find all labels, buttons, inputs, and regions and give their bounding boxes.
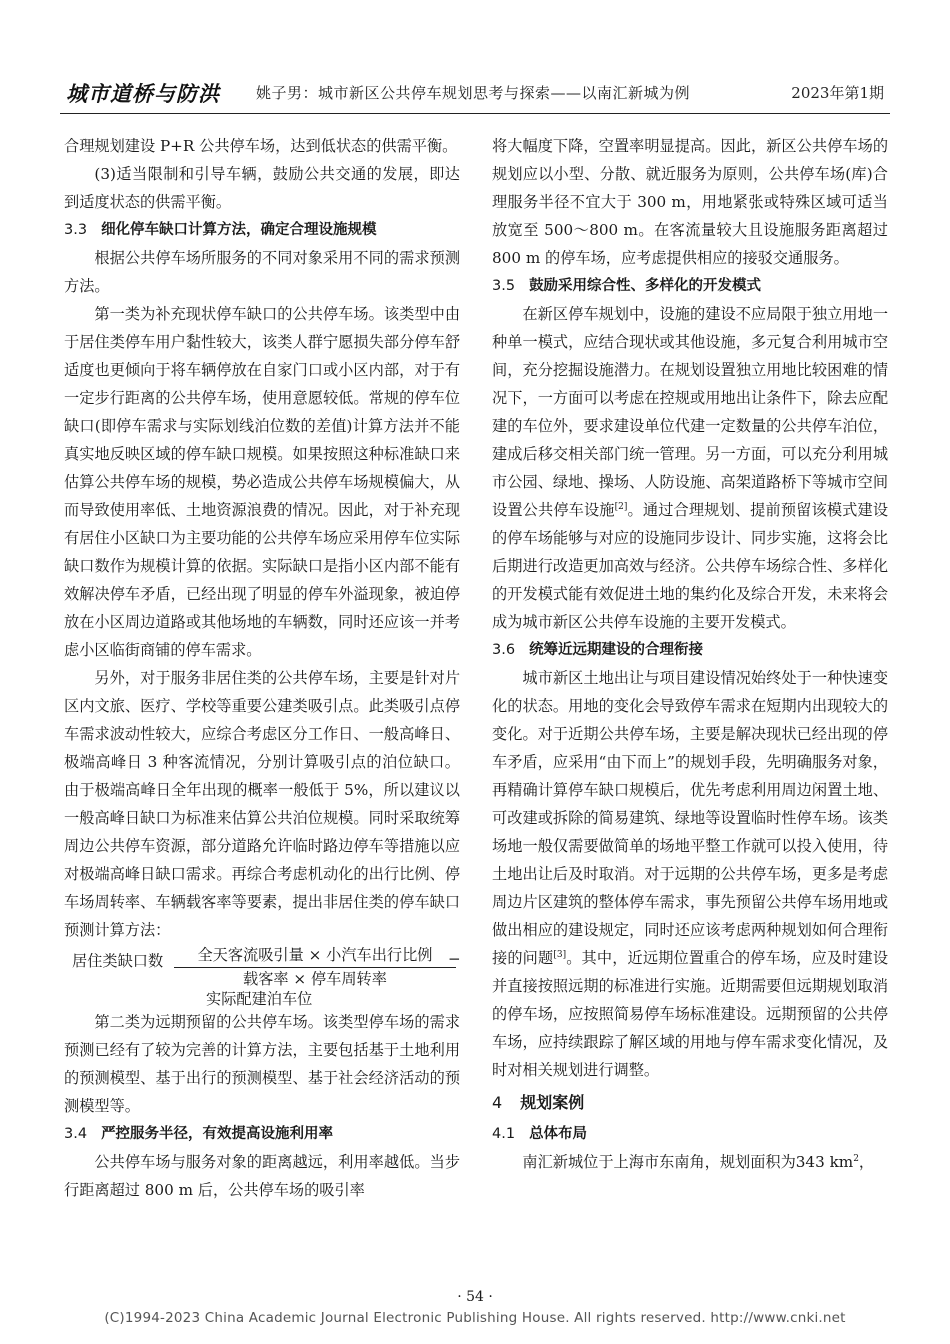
paragraph: (3)适当限制和引导车辆，鼓励公共交通的发展，即达到适度状态的供需平衡。 bbox=[64, 165, 460, 211]
left-column bbox=[64, 132, 460, 1204]
text-run: ， bbox=[858, 1153, 875, 1171]
text-run: 南汇新城位于上海市东南角，规划面积为343 km bbox=[522, 1153, 854, 1171]
section-title: 鼓励采用综合性、多样化的开发模式 bbox=[529, 278, 762, 294]
section-number: 3.5 bbox=[492, 278, 516, 294]
section-heading-4 bbox=[492, 1088, 888, 1118]
section-title: 规划案例 bbox=[520, 1093, 585, 1112]
page-header bbox=[60, 78, 890, 108]
paragraph bbox=[492, 1148, 888, 1176]
journal-logo: 城市道桥与防洪 bbox=[66, 81, 220, 106]
formula-lhs: 居住类缺口数 bbox=[72, 952, 164, 970]
section-number: 4.1 bbox=[492, 1126, 516, 1142]
right-column bbox=[492, 132, 888, 1176]
formula-fraction bbox=[174, 944, 456, 990]
copyright-footer: (C)1994-2023 China Academic Journal Electronic Publishing House. All rights reserved. http://www.cnki.net bbox=[104, 1310, 846, 1326]
paragraph: 将大幅度下降，空置率明显提高。因此，新区公共停车场的规划应以小型、分散、就近服务为原则，公共停车场(库)合理服务半径不宜大于 300 m，用地紧张或特殊区域可适当放宽至 500～800 m。在客流量较大且设施服务距离超过 800 m 的停车场，应考虑提供相应的接驳交通服务。 bbox=[492, 137, 888, 267]
superscript: 2 bbox=[853, 1153, 859, 1164]
section-title: 统筹近远期建设的合理衔接 bbox=[529, 642, 704, 658]
section-number: 4 bbox=[492, 1093, 503, 1112]
section-number: 3.3 bbox=[64, 222, 88, 238]
section-number: 3.6 bbox=[492, 642, 516, 658]
formula-subtrahend: 实际配建泊车位 bbox=[206, 990, 313, 1008]
formula-denominator: 载客率 × 停车周转率 bbox=[243, 970, 387, 988]
section-heading-4-1 bbox=[492, 1120, 888, 1148]
section-title: 严控服务半径，有效提高设施利用率 bbox=[101, 1126, 334, 1142]
paragraph: 公共停车场与服务对象的距离越远，利用率越低。当步行距离超过 800 m 后，公共停车场的吸引率 bbox=[64, 1153, 460, 1199]
paragraph: 合理规划建设 P+R 公共停车场，达到低状态的供需平衡。 bbox=[64, 137, 458, 155]
formula-numerator: 全天客流吸引量 × 小汽车出行比例 bbox=[174, 944, 456, 968]
paragraph: 根据公共停车场所服务的不同对象采用不同的需求预测方法。 bbox=[64, 249, 460, 295]
text-run: 。通过合理规划、提前预留该模式建设的停车场能够与对应的设施同步设计、同步实施，这将会比后期进行改造更加高效与经济。公共停车场综合性、多样化的开发模式能有效促进土地的集约化及综合开发，未来将会成为城市新区公共停车设施的主要开发模式。 bbox=[492, 501, 889, 631]
section-heading-3-5 bbox=[492, 272, 888, 300]
header-divider bbox=[60, 113, 890, 114]
text-run: 在新区停车规划中，设施的建设不应局限于独立用地一种单一模式，应结合现状或其他设施，多元复合利用城市空间，充分挖掘设施潜力。在规划设置独立用地比较困难的情况下，一方面可以考虑在控规或用地出让条件下，除去应配建的车位外，要求建设单位代建一定数量的公共停车泊位，建成后移交相关部门统一管理。另一方面，可以充分利用城市公园、绿地、操场、人防设施、高架道路桥下等城市空间设置公共停车设施 bbox=[492, 305, 888, 519]
text-run: 城市新区土地出让与项目建设情况始终处于一种快速变化的状态。用地的变化会导致停车需求在短期内出现较大的变化。对于近期公共停车场，主要是解决现状已经出现的停车矛盾，应采用“由下而上”的规划手段，先明确服务对象，再精确计算停车缺口规模后，优先考虑利用周边闲置土地、可改建或拆除的简易建筑、绿地等设置临时性停车场。该类场地一般仅需要做简单的场地平整工作就可以投入使用，待土地出让后及时取消。对于远期的公共停车场，更多是考虑周边片区建筑的整体停车需求，事先预留公共停车场用地或做出相应的建设规定，同时还应该考虑两种规划如何合理衔接的问题 bbox=[492, 669, 888, 967]
text-run: 。其中，近远期位置重合的停车场，应及时建设并直接按照远期的标准进行实施。近期需要但远期规划取消的停车场，应按照简易停车场标准建设。远期预留的公共停车场，应持续跟踪了解区域的用地与停车需求变化情况，及时对相关规划进行调整。 bbox=[492, 949, 889, 1079]
paragraph bbox=[492, 664, 888, 1084]
formula-minus: − bbox=[448, 950, 461, 968]
paragraph: 第二类为远期预留的公共停车场。该类型停车场的需求预测已经有了较为完善的计算方法，主要包括基于土地利用的预测模型、基于出行的预测模型、基于社会经济活动的预测模型等。 bbox=[64, 1013, 460, 1115]
section-number: 3.4 bbox=[64, 1126, 88, 1142]
paragraph: 另外，对于服务非居住类的公共停车场，主要是针对片区内文旅、医疗、学校等重要公建类吸引点。此类吸引点停车需求波动性较大，应综合考虑区分工作日、一般高峰日、极端高峰日 3 种客流情况，分别计算吸引点的泊位缺口。由于极端高峰日全年出现的概率一般低于 5%，所以建议以一般高峰日缺口为标准来估算公共泊位规模。同时采取统筹周边公共停车资源，部分道路允许临时路边停车等措施以应对极端高峰日缺口需求。再综合考虑机动化的出行比例、停车场周转率、车辆载客率等要素，提出非居住类的停车缺口预测计算方法： bbox=[64, 669, 460, 939]
citation: [3] bbox=[553, 949, 567, 960]
gap-formula bbox=[64, 944, 460, 1008]
section-heading-3-4 bbox=[64, 1120, 460, 1148]
section-title: 细化停车缺口计算方法，确定合理设施规模 bbox=[101, 222, 377, 238]
section-title: 总体布局 bbox=[529, 1126, 588, 1142]
page-number: · 54 · bbox=[457, 1289, 493, 1305]
section-heading-3-3 bbox=[64, 216, 460, 244]
running-title: 姚子男：城市新区公共停车规划思考与探索——以南汇新城为例 bbox=[256, 84, 691, 102]
paragraph bbox=[492, 300, 888, 636]
section-heading-3-6 bbox=[492, 636, 888, 664]
paragraph: 第一类为补充现状停车缺口的公共停车场。该类型中由于居住类停车用户黏性较大，该类人群宁愿损失部分停车舒适度也更倾向于将车辆停放在自家门口或小区内部，对于有一定步行距离的公共停车场，使用意愿较低。常规的停车位缺口(即停车需求与实际划线泊位数的差值)计算方法并不能真实地反映区域的停车缺口规模。如果按照这种标准缺口来估算公共停车场的规模，势必造成公共停车场规模偏大，从而导致使用率低、土地资源浪费的情况。因此，对于补充现有居住小区缺口为主要功能的公共停车场应采用停车位实际缺口数作为规模计算的依据。实际缺口是指小区内部不能有效解决停车矛盾，已经出现了明显的停车外溢现象，被迫停放在小区周边道路或其他场地的车辆数，同时还应该一并考虑小区临街商铺的停车需求。 bbox=[64, 305, 460, 659]
citation: [2] bbox=[614, 501, 628, 512]
issue-label: 2023年第1期 bbox=[791, 84, 884, 102]
